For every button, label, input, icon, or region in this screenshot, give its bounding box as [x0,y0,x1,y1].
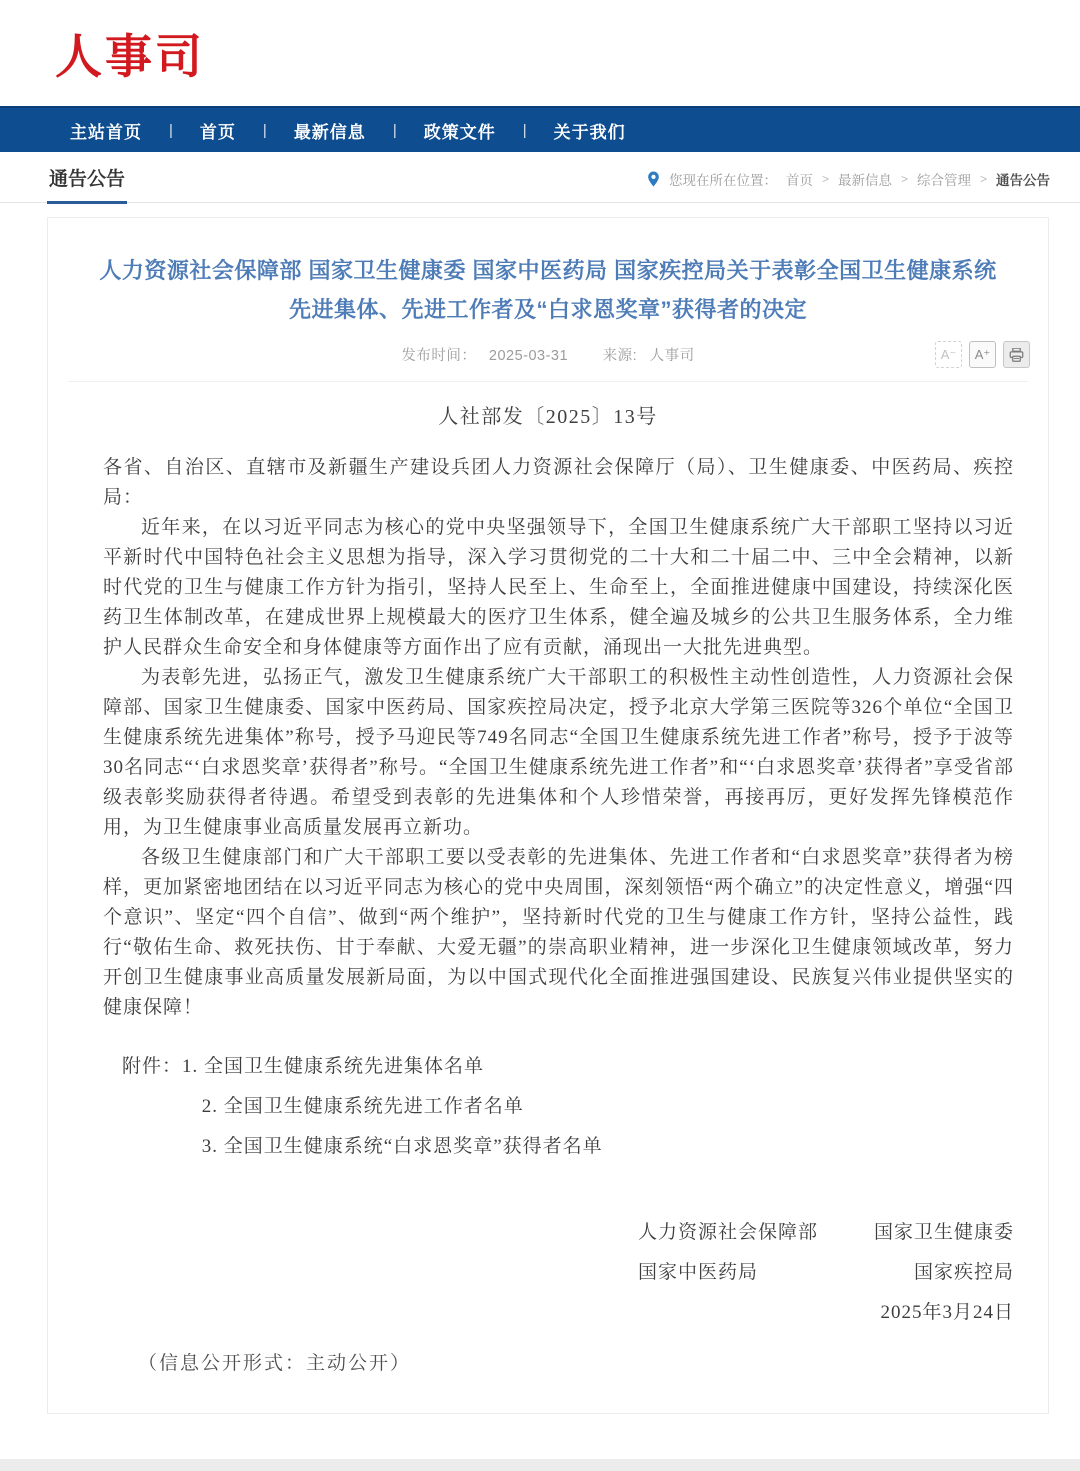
signature-row [638,1253,1014,1293]
site-logo[interactable]: 人事司 [55,29,205,83]
paragraph: 各级卫生健康部门和广大干部职工要以受表彰的先进集体、先进工作者和“白求恩奖章”获得者为榜样，更加紧密地团结在以习近平同志为核心的党中央周围，深刻领悟“两个确立”的决定性意义，增强“四个意识”、坚定“四个自信”、做到“两个维护”，坚持新时代党的卫生与健康工作方针，坚持公益性，践行“敬佑生命、救死扶伤、甘于奉献、大爱无疆”的崇高职业精神，进一步深化卫生健康领域改革，努力开创卫生健康事业高质量发展新局面，为以中国式现代化全面推进强国建设、民族复兴伟业提供坚实的健康保障！ [103,847,1014,1018]
doc-number: 人社部发〔2025〕13号 [438,406,658,428]
paragraph: 为表彰先进，弘扬正气，激发卫生健康系统广大干部职工的积极性主动性创造性，人力资源社会保障部、国家卫生健康委、国家中医药局、国家疾控局决定，授予北京大学第三医院等326个单位“全国卫生健康系统先进集体”称号，授予马迎民等749名同志“全国卫生健康系统先进工作者”称号，授予于波等30名同志“‘白求恩奖章’获得者”称号。“全国卫生健康系统先进工作者”和“‘白求恩奖章’获得者”享受省部级表彰奖励获得者待遇。希望受到表彰的先进集体和个人珍惜荣誉，再接再厉，更好发挥先锋模范作用，为卫生健康事业高质量发展再立新功。 [103,667,1014,838]
signer-natcm: 国家中医药局 [638,1262,759,1283]
nav-item-home[interactable]: 首页 [199,122,236,142]
signer-nhc: 国家卫生健康委 [873,1222,1014,1243]
signer-mohrss: 人力资源社会保障部 [638,1222,819,1243]
nav-item-policy-documents[interactable]: 政策文件 [423,122,496,142]
source-value: 人事司 [649,348,695,364]
breadcrumb-item-latest-news[interactable]: 最新信息 [837,173,892,188]
publish-time-value: 2025-03-31 [488,348,569,364]
breadcrumb [647,169,1050,202]
paragraph-salutation: 各省、自治区、直辖市及新疆生产建设兵团人力资源社会保障厅（局）、卫生健康委、中医药局、疾控局： [103,457,1014,508]
attachment-row [122,1047,1014,1087]
section-title: 通告公告 [47,164,127,204]
article-card [47,217,1049,1414]
attachment-item-1: 1. 全国卫生健康系统先进集体名单 [182,1056,485,1077]
nav-separator: | [392,121,397,139]
breadcrumb-prefix: 您现在所在位置： [668,173,777,188]
nav-item-about-us[interactable]: 关于我们 [553,122,626,142]
print-button[interactable] [1003,341,1030,368]
printer-icon [1009,348,1024,362]
font-decrease-button[interactable]: A⁻ [935,341,962,368]
article-title-line: 人力资源社会保障部 国家卫生健康委 国家中医药局 国家疾控局关于表彰全国卫生健康系统 [99,258,997,283]
article-body [103,453,1014,1379]
disclosure-note: （信息公开形式：主动公开） [138,1353,412,1374]
attachments-label: 附件： [122,1056,183,1077]
article-title [80,251,1016,329]
breadcrumb-item-current: 通告公告 [996,173,1050,188]
signature-date: 2025年3月24日 [880,1302,1014,1323]
breadcrumb-item-home[interactable]: 首页 [785,173,813,188]
breadcrumb-separator: > [979,172,987,186]
page-footer-strip [0,1459,1080,1471]
attachment-item-3: 3. 全国卫生健康系统“白求恩奖章”获得者名单 [201,1136,603,1157]
site-header [0,0,1080,106]
font-increase-button[interactable]: A⁺ [969,341,996,368]
subheader [0,152,1080,203]
article-meta [48,341,1048,371]
breadcrumb-separator: > [821,172,829,186]
paragraph: 近年来，在以习近平同志为核心的党中央坚强领导下，全国卫生健康系统广大干部职工坚持以习近平新时代中国特色社会主义思想为指导，深入学习贯彻党的二十大和二十届二中、三中全会精神，以新时代党的卫生与健康工作方针为指引，坚持人民至上、生命至上，全面推进健康中国建设，持续深化医药卫生体制改革，在建成世界上规模最大的医疗卫生体系，健全遍及城乡的公共卫生服务体系，全力维护人民群众生命安全和身体健康等方面作出了应有贡献，涌现出一大批先进典型。 [103,517,1014,658]
main-nav [0,106,1080,152]
location-pin-icon [647,171,660,187]
article-title-line: 先进集体、先进工作者及“白求恩奖章”获得者的决定 [288,297,807,322]
signature-block [638,1213,1014,1333]
signer-cdc: 国家疾控局 [913,1262,1014,1283]
signature-row [638,1213,1014,1253]
meta-divider [68,381,1028,382]
attachments-list [103,1047,1014,1167]
nav-item-latest-news[interactable]: 最新信息 [293,122,366,142]
breadcrumb-item-general-management[interactable]: 综合管理 [916,173,971,188]
nav-separator: | [169,121,173,139]
nav-separator: | [262,121,267,139]
publish-time-label: 发布时间： [401,348,477,364]
article-tools [935,341,1030,368]
nav-item-main-home[interactable]: 主站首页 [70,122,142,142]
breadcrumb-separator: > [900,172,908,186]
nav-separator: | [522,121,527,139]
source-label: 来源: [602,348,638,364]
attachment-item-2: 2. 全国卫生健康系统先进工作者名单 [201,1096,524,1117]
